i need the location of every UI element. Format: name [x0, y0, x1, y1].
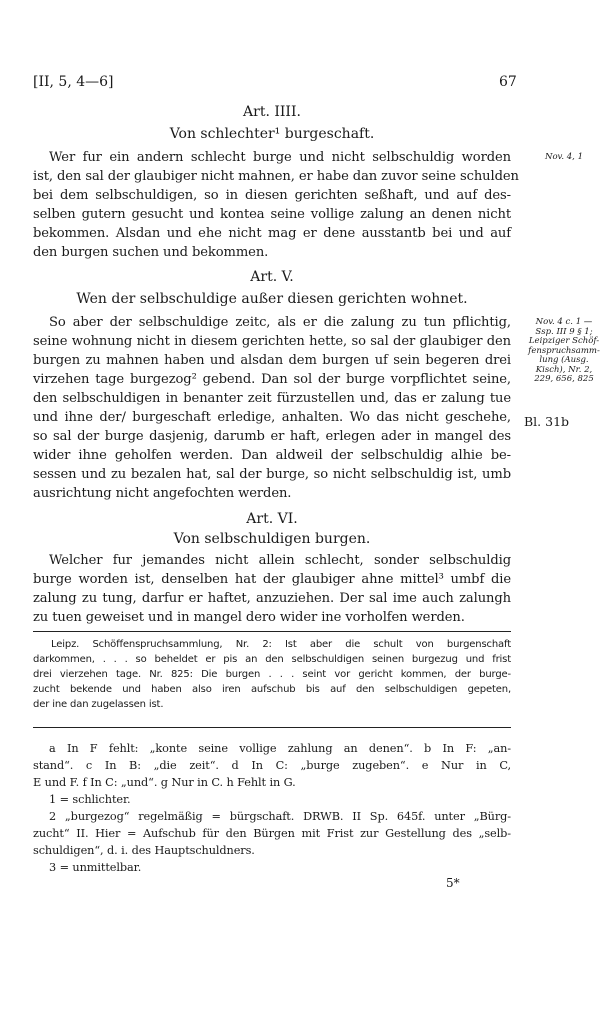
- quote-line: der ine dan zugelassen ist.: [33, 699, 164, 710]
- page-number: 67: [499, 74, 517, 90]
- quote-line: darkommen, . . . so beheldet er pis an den selbschuldigen seinen burgezug und frist: [33, 654, 511, 665]
- text-line: ausrichtung nicht angefochten werden.: [33, 486, 292, 501]
- article-5-title: Art. V.: [250, 269, 294, 285]
- article-6-title: Art. VI.: [246, 511, 298, 527]
- signature-mark: 5*: [446, 876, 460, 890]
- footnote-line: 1 = schlichter.: [49, 793, 131, 806]
- margin-note-art5: [523, 318, 605, 385]
- text-line: den burgen suchen und bekommen.: [33, 245, 269, 260]
- article-4-title: Art. IIII.: [243, 104, 301, 120]
- quote-line: Leipz. Schöffenspruchsammlung, Nr. 2: Ist aber die schult von burgenschaft: [51, 639, 511, 650]
- text-line: burge worden ist, denselben hat der glaubiger ahne mittel³ umbf die: [33, 572, 511, 587]
- divider-rule: [33, 631, 511, 632]
- text-line: den selbschuldigen in benanter zeit fürzustellen und, das er zalung tue: [33, 391, 511, 406]
- margin-note-art4: Nov. 4, 1: [545, 152, 583, 162]
- text-line: so sal der burge dasjenig, darumb er haft, erlegen ader in mangel des: [33, 429, 511, 444]
- margin-note-line: lung (Ausg.: [539, 355, 589, 365]
- folio-reference: Bl. 31b: [524, 414, 570, 429]
- text-line: sessen und zu bezalen hat, sal der burge, so nicht selbschuldig ist, umb: [33, 467, 511, 482]
- source-quote-block: [33, 637, 511, 712]
- text-line: Welcher fur jemandes nicht allein schlecht, sonder selbschuldig: [49, 553, 511, 568]
- footnote-line: zucht“ II. Hier = Aufschub für den Bürgen mit Frist zur Gestellung des „selb-: [33, 827, 511, 840]
- footnotes-block: [33, 740, 511, 876]
- margin-note-line: Ssp. III 9 § 1;: [535, 326, 593, 337]
- text-line: bei dem selbschuldigen, so in diesen gerichten seßhaft, und auf des-: [33, 188, 511, 203]
- text-line: So aber der selbschuldige zeitc, als er die zalung zu tun pflichtig,: [49, 315, 511, 330]
- margin-note-line: 229, 656, 825: [534, 374, 594, 384]
- text-line: und ihne der/ burgeschaft erledige, anhalten. Wo das nicht geschehe,: [33, 410, 511, 425]
- article-6-subtitle: Von selbschuldigen burgen.: [173, 531, 371, 547]
- footnote-line: stand“. c In B: „die zeit“. d In C: „burge zugeben“. e Nur in C,: [33, 759, 511, 772]
- text-line: wider ihne geholfen werden. Dan aldweil der selbschuldig alhie be-: [33, 448, 511, 463]
- article-5-body: [33, 313, 511, 503]
- text-line: zalung zu tung, darfur er haftet, anzuziehen. Der sal ime auch zalungh: [33, 591, 511, 606]
- page-header-reference: [II, 5, 4—6]: [33, 74, 114, 90]
- text-line: Wer fur ein andern schlecht burge und nicht selbschuldig worden: [49, 150, 511, 165]
- footnote-line: E und F. f In C: „und“. g Nur in C. h Fehlt in G.: [33, 776, 296, 789]
- article-4-body: [33, 148, 519, 262]
- margin-note-line: fenspruchsamm-: [528, 345, 600, 356]
- margin-note-line: Leipziger Schöf-: [528, 336, 600, 346]
- text-line: zu tuen geweiset und in mangel dero wider ine vorholfen werden.: [33, 610, 465, 625]
- article-4-subtitle: Von schlechter¹ burgeschaft.: [169, 126, 375, 142]
- margin-note-line: Nov. 4 c. 1 —: [535, 317, 593, 327]
- footnote-line: a In F fehlt: „konte seine vollige zahlung an denen“. b In F: „an-: [49, 742, 511, 755]
- text-line: selben gutern gesucht und kontea seine vollige zalung an denen nicht: [33, 207, 511, 222]
- text-line: seine wohnung nicht in diesem gerichten hette, so sal der glaubiger den: [33, 334, 511, 349]
- quote-line: drei vierzehen tage. Nr. 825: Die burgen . . . seint vor gericht kommen, der burge-: [33, 669, 511, 680]
- text-line: virzehen tage burgezog² gebend. Dan sol der burge vorpflichtet seine,: [33, 372, 511, 387]
- divider-rule: [33, 727, 511, 728]
- footnote-line: schuldigen“, d. i. des Hauptschuldners.: [33, 844, 255, 857]
- quote-line: zucht bekende und haben also iren aufschub bis auf den selbschuldigen gepeten,: [33, 684, 511, 695]
- margin-note-line: Kisch), Nr. 2,: [535, 364, 593, 375]
- text-line: burgen zu mahnen haben und alsdan dem burgen uf sein begeren drei: [33, 353, 511, 368]
- footnote-line: 2 „burgezog“ regelmäßig = bürgschaft. DRWB. II Sp. 645f. unter „Bürg-: [49, 810, 511, 823]
- text-line: ist, den sal der glaubiger nicht mahnen, er habe dan zuvor seine schulden: [33, 169, 519, 184]
- article-6-body: [33, 551, 511, 627]
- article-5-subtitle: Wen der selbschuldige außer diesen gerichten wohnet.: [76, 291, 468, 307]
- footnote-line: 3 = unmittelbar.: [49, 861, 142, 874]
- text-line: bekommen. Alsdan und ehe nicht mag er dene ausstantb bei und auf: [33, 226, 511, 241]
